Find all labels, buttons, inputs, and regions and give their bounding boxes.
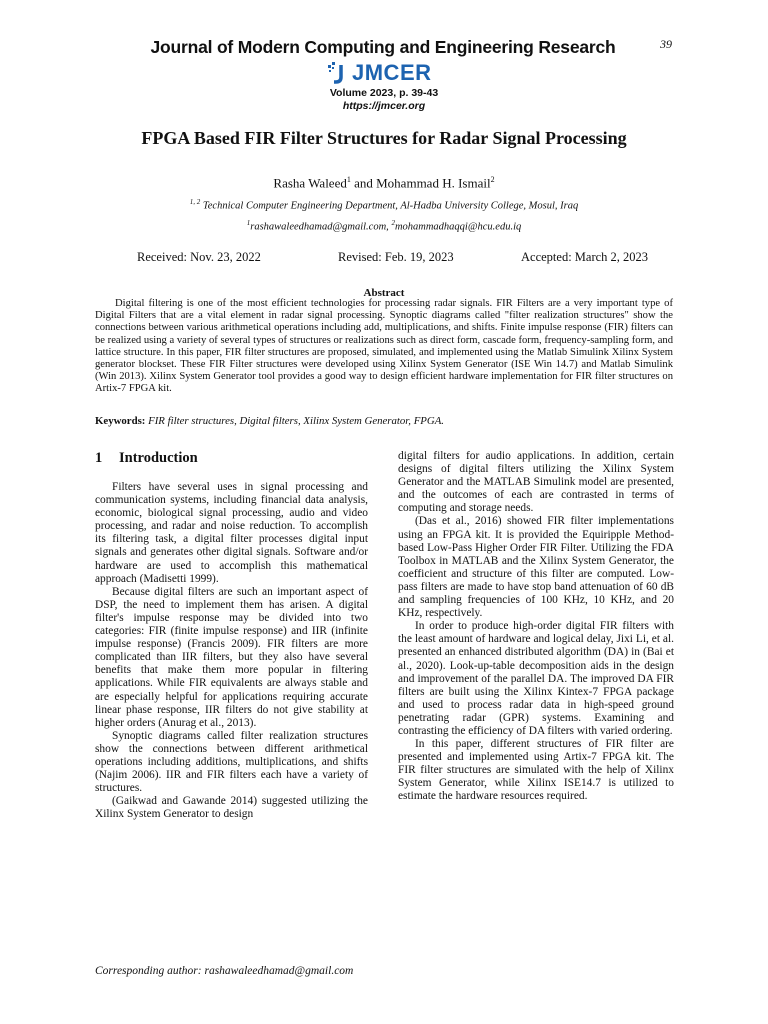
paper-title: FPGA Based FIR Filter Structures for Radar Signal Processing <box>141 128 627 148</box>
section-number: 1 <box>95 450 103 466</box>
affiliation <box>0 198 768 212</box>
abstract-text: Digital filtering is one of the most efficient technologies for processing radar signals. FIR Filters are a very important type of Digital Filters that are a vital element in radar signal processing. Synoptic diagrams called "filter realization structures" show the connections between various arithmetical operations including add, multiplications, and shifts. Finite impulse response (FIR) filters can be realized using a variety of several types of structures or realizations such as direct form, cascade form, frequency-sampling form, and lattice structure. In this paper, FIR filter structures are proposed, simulated, and implemented using the Matlab Simulink Xilinx System generator blockset. These FIR Filter structures were developed using Xilinx System Generator (ISE Win 14.7) and Matlab Simulink (Win 2013). Xilinx System Generator tool provides a good way to design efficient hardware implementation for FIR filter structures on Artix-7 FPGA kit. <box>95 298 673 395</box>
journal-logo <box>328 61 432 85</box>
section-title: Introduction <box>119 450 198 466</box>
received-date: Received: Nov. 23, 2022 <box>137 250 261 264</box>
keywords: Keywords: FIR filter structures, Digital filters, Xilinx System Generator, FPGA. <box>95 415 444 427</box>
author-1: Rasha Waleed <box>273 175 347 191</box>
journal-name: Journal of Modern Computing and Engineering Research <box>150 37 616 57</box>
paragraph: Filters have several uses in signal processing and communication systems, including financial data analysis, economic, biological signal processing, audio and video processing, and radar and noise reduction. To accomplish its filtering task, a digital filter processes digital input signals and generates other digital signals. Software and/or hardware are used to accomplish this mathematical approach (Madisetti 1999). <box>95 481 368 585</box>
author-1-sup: 1 <box>346 175 351 184</box>
author-2-sup: 2 <box>490 175 495 184</box>
affiliation-sup: 1, 2 <box>189 198 201 206</box>
paragraph: digital filters for audio applications. In addition, certain designs of digital filters utilizing the Xilinx System Generator and the MATLAB Simulink model are presented, and the outcomes of each are contrasted in terms of computing and storage needs. <box>398 450 674 515</box>
author-2: Mohammad H. Ismail <box>376 175 491 191</box>
author-line <box>0 175 768 191</box>
paragraph: In this paper, different structures of FIR filter are presented and implemented using Artix-7 FPGA kit. The FIR filter structures are simulated with the help of Xilinx System Generator, while Xilinx ISE14.7 is utilized to estimate the hardware resources required. <box>398 738 674 803</box>
email-1[interactable]: rashawaleedhamad@gmail.com, <box>250 221 392 233</box>
abstract-heading: Abstract <box>363 287 405 299</box>
paragraph: (Gaikwad and Gawande 2014) suggested utilizing the Xilinx System Generator to design <box>95 795 368 821</box>
email-2[interactable]: mohammadhaqqi@hcu.edu.iq <box>394 221 522 233</box>
logo-mark-icon <box>328 62 350 84</box>
email-2-sup: 2 <box>391 219 395 227</box>
accepted-date: Accepted: March 2, 2023 <box>521 250 649 264</box>
journal-url[interactable]: https://jmcer.org <box>342 100 426 112</box>
paragraph: (Das et al., 2016) showed FIR filter implementations using an FPGA kit. It is provided the Equiripple Method-based Low-Pass Higher Order FIR Filter. Utilizing the FDA Toolbox in MATLAB and the Xilinx System Generator, the coefficient and structure of this filter are computed. Low-pass filters are made to have stop band attenuation of 60 dB and sampling frequencies of 100 KHz, 10 KHz, and 20 KHz, respectively. <box>398 515 674 620</box>
email-1-sup: 1 <box>246 219 251 227</box>
corresponding-author: Corresponding author: rashawaleedhamad@gmail.com <box>95 965 354 977</box>
section-heading <box>95 450 198 467</box>
left-column <box>95 481 368 821</box>
logo-text: JMCER <box>352 60 432 85</box>
author-connector: and <box>350 175 377 191</box>
revised-date: Revised: Feb. 19, 2023 <box>338 250 454 264</box>
paragraph: In order to produce high-order digital FIR filters with the least amount of hardware and logical delay, Jixi Li, et al. presented an enhanced distributed algorithm (DA) in (Bai et al., 2020). Look-up-table decomposition aids in the design and improvement of the parallel DA. The improved DA FIR filters are built using the Xilinx Kintex-7 FPGA package and used to process radar data in high-speed ground penetrating radar (GPR) systems. Examining and contrasting the efficiency of DA filters with varied ordering. <box>398 620 674 737</box>
author-emails <box>0 219 768 233</box>
right-column <box>398 450 674 804</box>
page-number: 39 <box>660 37 672 51</box>
paragraph: Because digital filters are such an important aspect of DSP, the need to implement them has arisen. A digital filter's impulse response may be divided into two categories: FIR (finite impulse response) and IIR (infinite impulse response) (Francis 2009). FIR filters are more complicated than IIR filters, but they also have several benefits that make them more popular in filtering applications. While FIR equivalents are always stable and are especially helpful for applications requiring accurate linear phase response, IIR filters do not give stability at higher orders (Anurag et al., 2013). <box>95 585 368 729</box>
paragraph: Synoptic diagrams called filter realization structures show the connections between different arithmetical operations including additions, multiplications, and shifts (Najim 2006). IIR and FIR filters each have a variety of structures. <box>95 729 368 795</box>
affiliation-text: Technical Computer Engineering Department, Al-Hadba University College, Mosul, Iraq <box>202 200 579 212</box>
keywords-text: FIR filter structures, Digital filters, Xilinx System Generator, FPGA. <box>148 415 444 427</box>
keywords-label: Keywords <box>95 415 142 427</box>
volume-info: Volume 2023, p. 39-43 <box>329 87 439 99</box>
